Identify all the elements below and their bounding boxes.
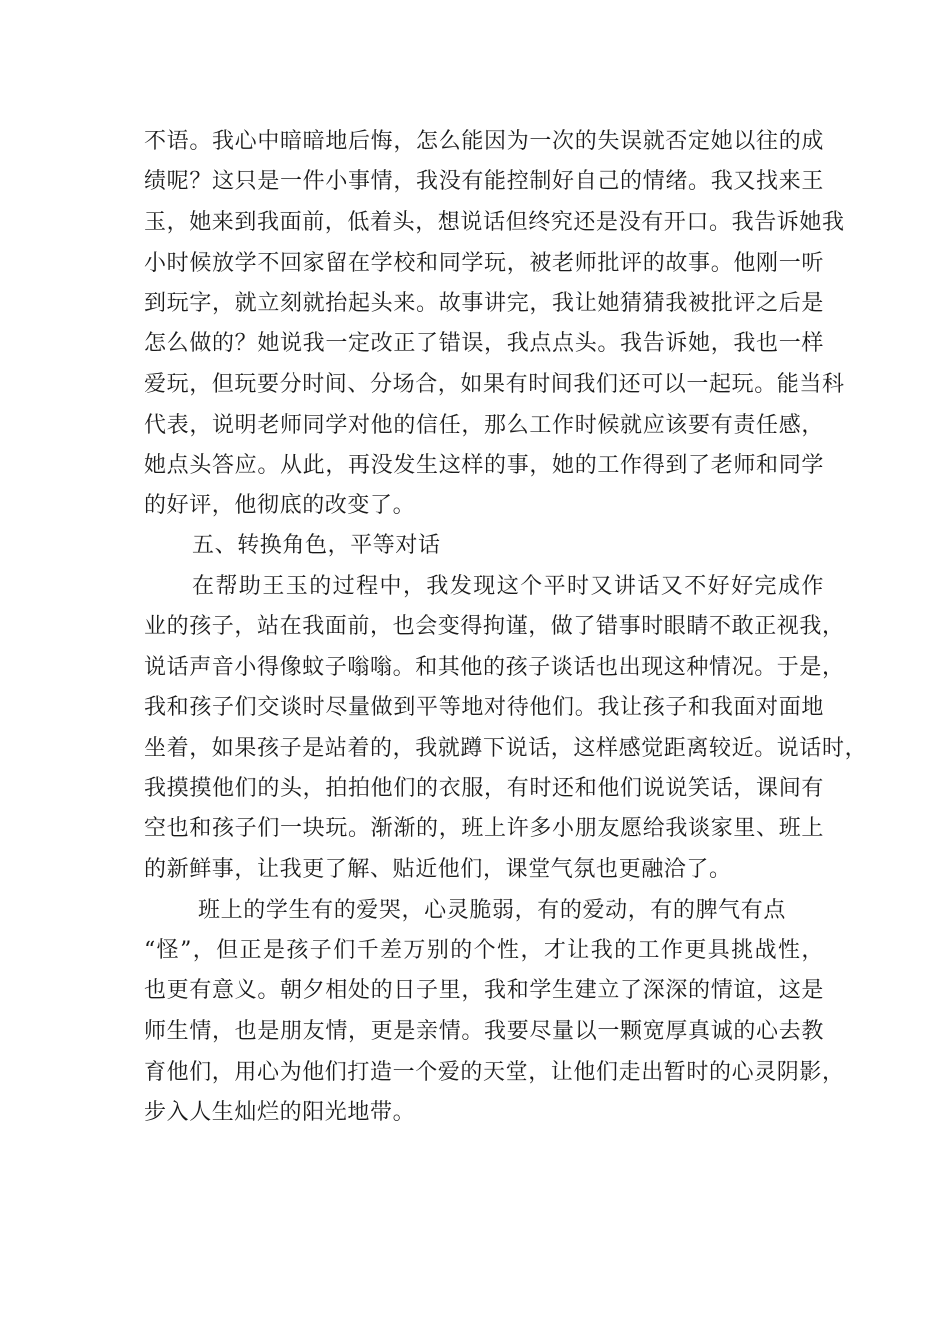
paragraph-1-line-2: 绩呢？这只是一件小事情，我没有能控制好自己的情绪。我又找来王	[144, 169, 824, 194]
paragraph-3-line-6: 步入人生灿烂的阳光地带。	[144, 1100, 416, 1125]
paragraph-2-line-5: 坐着，如果孩子是站着的，我就蹲下说话，这样感觉距离较近。说话时，	[144, 736, 868, 761]
paragraph-1-line-7: 爱玩，但玩要分时间、分场合，如果有时间我们还可以一起玩。能当科	[144, 372, 845, 397]
paragraph-2-line-2: 业的孩子，站在我面前，也会变得拘谨，做了错事时眼睛不敢正视我，	[144, 614, 845, 639]
paragraph-2-line-3: 说话声音小得像蚊子嗡嗡。和其他的孩子谈话也出现这种情况。于是，	[144, 655, 845, 680]
paragraph-3-line-3: 也更有意义。朝夕相处的日子里，我和学生建立了深深的情谊，这是	[144, 978, 824, 1003]
paragraph-3-line-2: “怪”，但正是孩子们千差万别的个性，才让我的工作更具挑战性，	[144, 938, 824, 963]
paragraph-1-line-9: 她点头答应。从此，再没发生这样的事，她的工作得到了老师和同学	[144, 453, 824, 478]
paragraph-3-line-1: 班上的学生有的爱哭，心灵脆弱，有的爱动，有的脾气有点	[198, 898, 786, 923]
paragraph-1-line-3: 玉，她来到我面前，低着头，想说话但终究还是没有开口。我告诉她我	[144, 210, 845, 235]
paragraph-3-line-5: 育他们，用心为他们打造一个爱的天堂，让他们走出暂时的心灵阴影，	[144, 1060, 845, 1085]
paragraph-1-line-4: 小时候放学不回家留在学校和同学玩，被老师批评的故事。他刚一听	[144, 251, 824, 276]
paragraph-2-line-8: 的新鲜事，让我更了解、贴近他们，课堂气氛也更融洽了。	[144, 857, 732, 882]
paragraph-2-line-4: 我和孩子们交谈时尽量做到平等地对待他们。我让孩子和我面对面地	[144, 695, 824, 720]
paragraph-2-line-1: 在帮助王玉的过程中，我发现这个平时又讲话又不好好完成作	[192, 574, 824, 599]
paragraph-2-line-6: 我摸摸他们的头，拍拍他们的衣服，有时还和他们说说笑话，课间有	[144, 776, 824, 801]
paragraph-1-line-6: 怎么做的？她说我一定改正了错误，我点点头。我告诉她，我也一样	[144, 331, 824, 356]
paragraph-1-line-10: 的好评，他彻底的改变了。	[144, 493, 416, 518]
paragraph-3-line-4: 师生情，也是朋友情，更是亲情。我要尽量以一颗宽厚真诚的心去教	[144, 1019, 824, 1044]
paragraph-2-line-7: 空也和孩子们一块玩。渐渐的，班上许多小朋友愿给我谈家里、班上	[144, 816, 824, 841]
paragraph-1-line-8: 代表，说明老师同学对他的信任，那么工作时候就应该要有责任感，	[144, 413, 824, 438]
section-heading-5: 五、转换角色，平等对话	[192, 533, 441, 558]
paragraph-1-line-1: 不语。我心中暗暗地后悔，怎么能因为一次的失误就否定她以往的成	[144, 129, 824, 154]
paragraph-1-line-5: 到玩字，就立刻就抬起头来。故事讲完，我让她猜猜我被批评之后是	[144, 291, 824, 316]
